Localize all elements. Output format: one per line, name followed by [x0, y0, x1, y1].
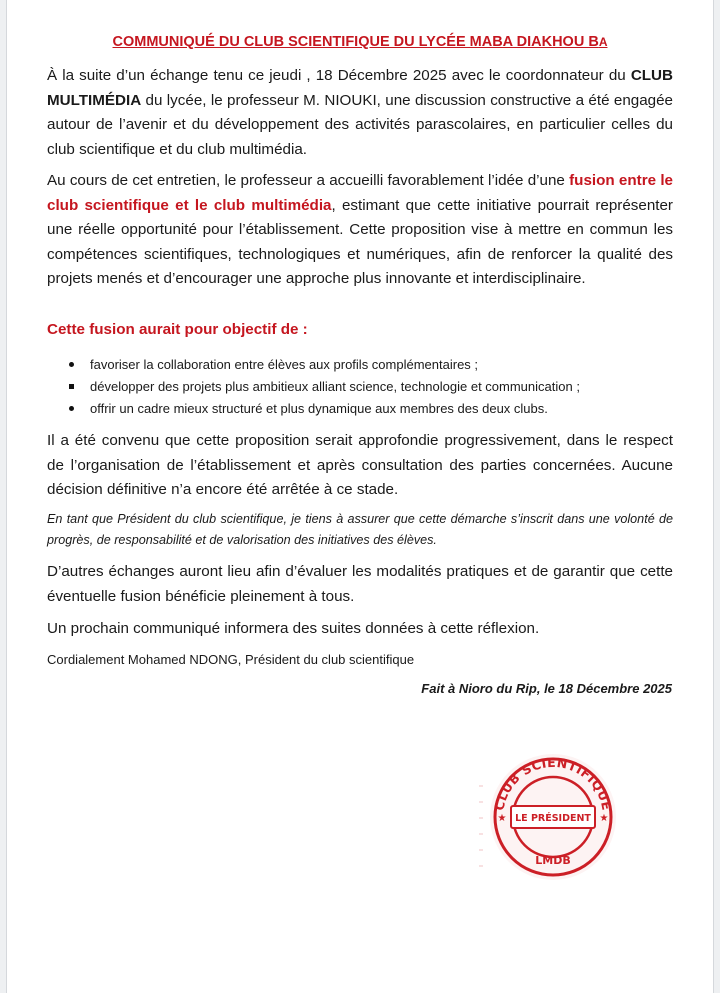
bullet-square-icon: [69, 384, 74, 389]
echanges-paragraph: D’autres échanges auront lieu afin d’évaluer les modalités pratiques et de garantir que cette éventuelle fusion bénéficie pleinement à tous.: [47, 563, 673, 605]
entretien-paragraph: Au cours de cet entretien, le professeur a accueilli favorablement l’idée d’une fusion entre le club scientifique et le club multimédia, estimant que cette initiative pourrait représenter une réelle opportunité pour l’établissement. Cette proposition vise à mettre en commun les compétences scientifiques, technologiques et numériques, afin de renforcer la qualité des projets menés et d’encourager une approche plus innovante et interdisciplinaire.: [47, 172, 673, 288]
document-title: COMMUNIQUÉ DU CLUB SCIENTIFIQUE DU LYCÉE MABA DIAKHOU BA: [112, 34, 608, 50]
intro-paragraph: À la suite d’un échange tenu ce jeudi , 18 Décembre 2025 avec le coordonnateur du CLUB MULTIMÉDIA du lycée, le professeur M. NIOUKI, une discussion constructive a été engagée autour de l’avenir et du développement des activités parascolaires, en particulier celles du club scientifique et du club multimédia.: [47, 67, 673, 158]
objectives-heading: Cette fusion aurait pour objectif de :: [47, 321, 308, 338]
stamp-bottom-text: LMDB: [535, 854, 571, 867]
convenu-paragraph: Il a été convenu que cette proposition serait approfondie progressivement, dans le respect de l’organisation de l’établissement et après consultation des parties concernées. Aucune décision définitive n’a encore été arrêtée à ce stade.: [47, 432, 673, 499]
stamp-arc-text: CLUB SCIENTIFIQUE: [491, 754, 615, 812]
list-item: développer des projets plus ambitieux alliant science, technologie et communication ;: [47, 376, 673, 398]
president-note: En tant que Président du club scientifique, je tiens à assurer que cette démarche s’inscrit dans une volonté de progrès, de responsabilité et de valorisation des initiatives des élèves.: [47, 512, 673, 547]
prochain-paragraph: Un prochain communiqué informera des suites données à cette réflexion.: [47, 620, 540, 637]
signature-line: Cordialement Mohamed NDONG, Président du club scientifique: [47, 652, 415, 667]
list-item: favoriser la collaboration entre élèves aux profils complémentaires ;: [47, 354, 673, 376]
document-page: [6, 0, 714, 993]
list-item: offrir un cadre mieux structuré et plus dynamique aux membres des deux clubs.: [47, 398, 673, 420]
stamp-center-text: LE PRÉSIDENT: [515, 813, 591, 824]
president-stamp: [473, 747, 623, 885]
bullet-dot-icon: [69, 406, 74, 411]
star-icon: ★: [599, 813, 609, 824]
place-date: Fait à Nioro du Rip, le 18 Décembre 2025: [421, 681, 672, 696]
bullet-dot-icon: [69, 362, 74, 367]
objectives-list: [47, 354, 673, 420]
star-icon: ★: [497, 813, 507, 824]
